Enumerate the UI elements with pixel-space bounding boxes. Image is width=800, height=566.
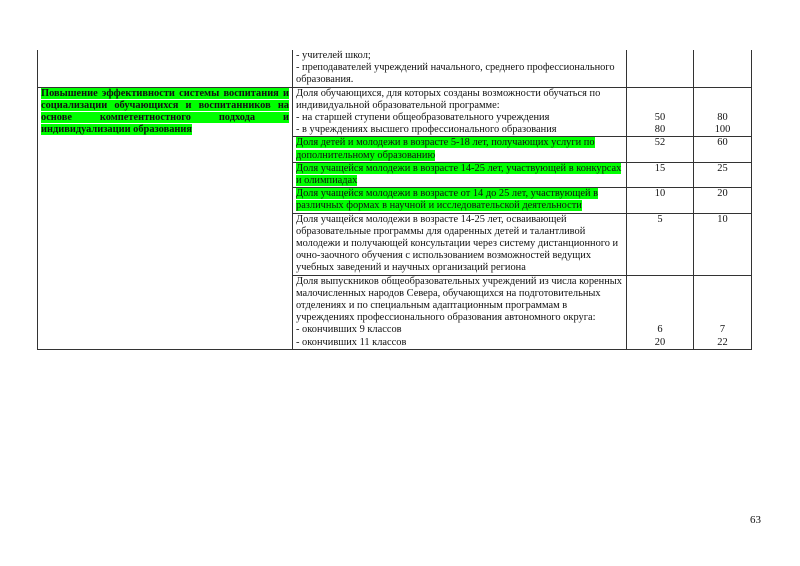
value-b-cell (694, 213, 752, 275)
value-a-cell (627, 87, 694, 137)
goal-cell (38, 87, 293, 349)
value: 80 (654, 124, 666, 136)
value: 25 (717, 162, 728, 174)
value-b-cell (694, 275, 752, 349)
value-a-cell (627, 275, 694, 349)
value-a-cell (627, 188, 694, 213)
indicator-line: - на старшей ступени общеобразовательного учреждения (296, 112, 550, 124)
indicator-line: - в учреждениях высшего профессионального образования (296, 124, 557, 136)
indicator-cell (293, 162, 627, 187)
value-a-cell (627, 50, 694, 87)
value-a-cell (627, 213, 694, 275)
indicator-cell (293, 87, 627, 137)
value: 10 (717, 213, 728, 225)
value-a-cell (627, 137, 694, 162)
indicator-line: Доля обучающихся, для которых созданы возможности обучаться по индивидуальной образовательной программе: (296, 87, 601, 111)
value: 60 (717, 137, 728, 149)
value-b-cell (694, 137, 752, 162)
page-number: 63 (750, 514, 761, 526)
value: 52 (654, 137, 666, 149)
indicator-line: - окончивших 9 классов (296, 324, 402, 336)
goal-text: Повышение эффективности системы воспитания и социализации обучающихся и воспитанников на основе компетентностного подхода и индивидуализации образования (41, 87, 289, 136)
value: 15 (654, 162, 666, 174)
value: 20 (654, 336, 666, 348)
table-row (38, 87, 752, 137)
indicator-cell (293, 275, 627, 349)
indicator-line: - учителей школ; (296, 50, 371, 61)
indicator-line: - преподавателей учреждений начального, среднего профессионального образования. (296, 62, 615, 86)
value: 10 (654, 188, 666, 200)
value-b-cell (694, 188, 752, 213)
value: 22 (717, 336, 728, 348)
value-b-cell (694, 162, 752, 187)
indicator-cell (293, 213, 627, 275)
indicator-cell (293, 188, 627, 213)
indicators-table (37, 50, 752, 350)
indicator-text: Доля учащейся молодежи в возрасте 14-25 лет, участвующей в конкурсах и олимпиадах (296, 162, 622, 187)
value: 100 (714, 124, 731, 136)
value-b-cell (694, 87, 752, 137)
value-a-cell (627, 162, 694, 187)
value: 7 (719, 324, 726, 336)
value: 5 (657, 213, 663, 225)
indicator-line: - окончивших 11 классов (296, 336, 407, 348)
indicator-cell (293, 50, 627, 87)
value: 50 (654, 112, 666, 124)
value: 80 (717, 112, 728, 124)
indicator-text: Доля детей и молодежи в возрасте 5-18 лет, получающих услуги по дополнительному образованию (296, 137, 595, 161)
value-b-cell (694, 50, 752, 87)
goal-cell-empty (38, 50, 293, 87)
value: 20 (717, 188, 728, 200)
value: 6 (657, 324, 663, 336)
indicator-line: Доля выпускников общеобразовательных учреждений из числа коренных малочисленных народов Севера, обучающихся на подготовительных отделениях и по специальным адаптационным программам в учреждениях профессионального образования автономного округа: (296, 275, 622, 324)
indicator-text: Доля учащейся молодежи в возрасте 14-25 лет, осваивающей образовательные программы для одаренных детей и талантливой молодежи и получающей консультации через систему дистанционного и очно-заочного обучения с использованием возможностей ведущих учебных заведений и научных организаций региона (296, 213, 619, 274)
indicator-cell (293, 137, 627, 162)
table-row (38, 50, 752, 87)
indicator-text: Доля учащейся молодежи в возрасте от 14 до 25 лет, участвующей в различных формах в научной и исследовательской деятельности (296, 188, 599, 212)
